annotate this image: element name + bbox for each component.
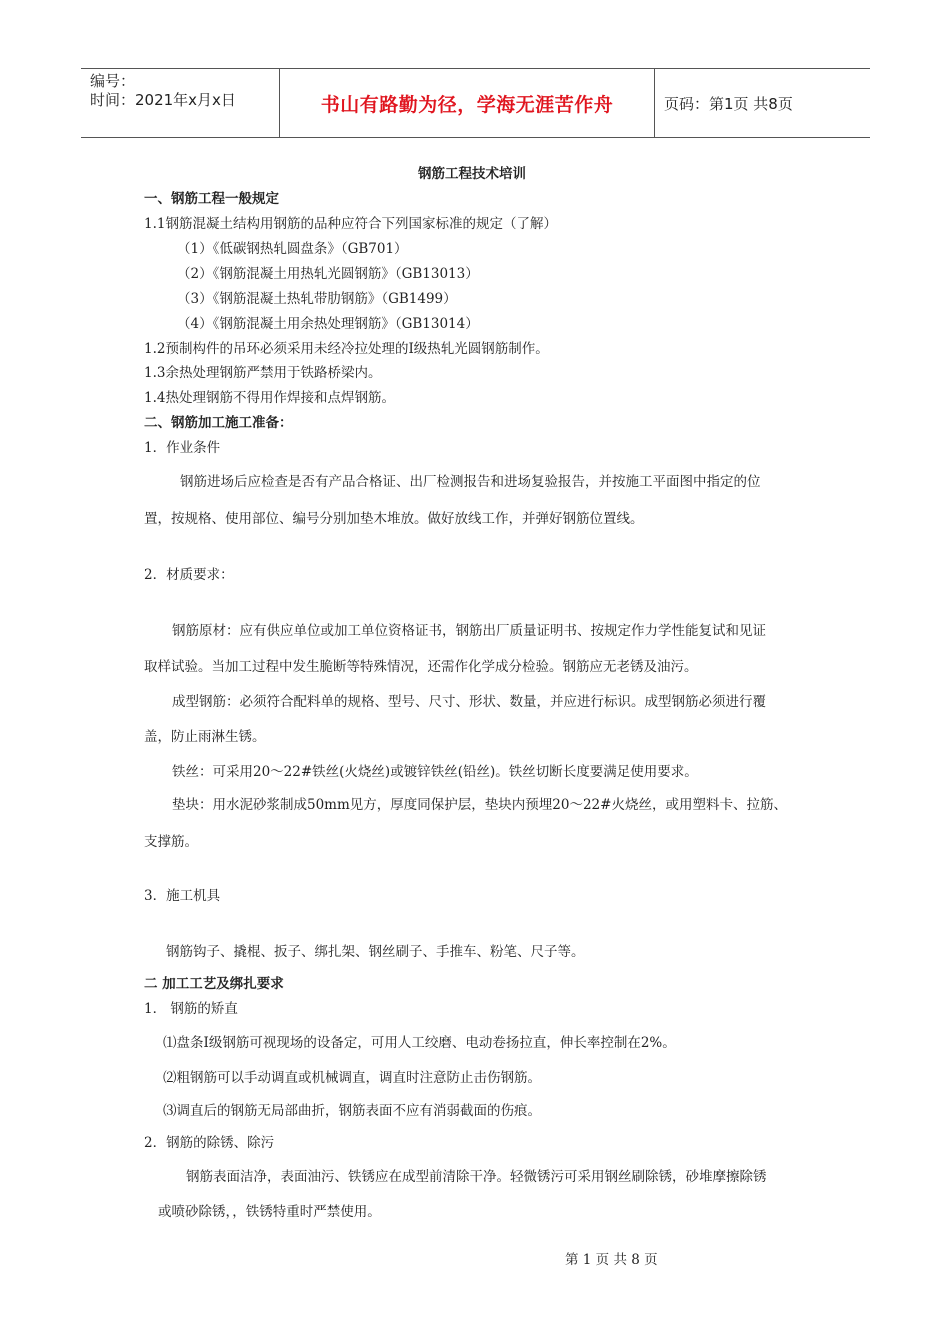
paragraph-line: 钢筋钩子、撬棍、扳子、绑扎架、钢丝刷子、手推车、粉笔、尺子等。 bbox=[166, 944, 585, 960]
number-label: 编号： bbox=[90, 72, 136, 90]
section-3-heading: 二 加工工艺及绑扎要求 bbox=[144, 976, 284, 992]
clause-1-3: 1.3余热处理钢筋严禁用于铁路桥梁内。 bbox=[144, 365, 382, 381]
paragraph-line: 盖，防止雨淋生锈。 bbox=[144, 729, 266, 745]
subsection-heading: 3．施工机具 bbox=[144, 888, 221, 904]
subsection-heading: 2．材质要求： bbox=[144, 567, 234, 583]
paragraph-line: 支撑筋。 bbox=[144, 834, 198, 850]
list-item: ⑵粗钢筋可以手动调直或机械调直，调直时注意防止击伤钢筋。 bbox=[163, 1070, 541, 1086]
clause-1-4: 1.4热处理钢筋不得用作焊接和点焊钢筋。 bbox=[144, 390, 395, 406]
paragraph-line: 成型钢筋：必须符合配料单的规格、型号、尺寸、形状、数量，并应进行标识。成型钢筋必须进行覆 bbox=[172, 694, 766, 710]
paragraph-line: 置，按规格、使用部位、编号分别加垫木堆放。做好放线工作，并弹好钢筋位置线。 bbox=[144, 511, 644, 527]
standard-item: （4）《钢筋混凝土用余热处理钢筋》（GB13014） bbox=[177, 316, 479, 332]
paragraph-line: 钢筋进场后应检查是否有产品合格证、出厂检测报告和进场复验报告，并按施工平面图中指定的位 bbox=[180, 474, 761, 490]
subsection-heading: 2．钢筋的除锈、除污 bbox=[144, 1135, 275, 1151]
footer-page-number: 第 1 页 共 8 页 bbox=[565, 1252, 658, 1268]
standard-item: （1）《低碳钢热轧圆盘条》（GB701） bbox=[177, 241, 408, 257]
subsection-heading: 1． 钢筋的矫直 bbox=[144, 1001, 238, 1017]
paragraph-line: 取样试验。当加工过程中发生脆断等特殊情况，还需作化学成分检验。钢筋应无老锈及油污。 bbox=[144, 659, 698, 675]
doc-title: 钢筋工程技术培训 bbox=[418, 166, 526, 182]
standard-item: （2）《钢筋混凝土用热轧光圆钢筋》（GB13013） bbox=[177, 266, 479, 282]
paragraph-line: 钢筋表面洁净，表面油污、铁锈应在成型前清除干净。轻微锈污可采用钢丝刷除锈，砂堆摩擦除锈 bbox=[186, 1169, 767, 1185]
paragraph-line: 垫块：用水泥砂浆制成50mm见方，厚度同保护层，垫块内预埋20～22#火烧丝，或用塑料卡、拉筋、 bbox=[172, 797, 787, 813]
subsection-heading: 1．作业条件 bbox=[144, 440, 221, 456]
paragraph-line: 铁丝：可采用20～22#铁丝(火烧丝)或镀锌铁丝(铅丝)。铁丝切断长度要满足使用要求。 bbox=[172, 764, 698, 780]
motto: 书山有路勤为径，学海无涯苦作舟 bbox=[280, 69, 655, 137]
paragraph-line: 或喷砂除锈，，铁锈特重时严禁使用。 bbox=[158, 1204, 381, 1220]
paragraph-line: 钢筋原材：应有供应单位或加工单位资格证书，钢筋出厂质量证明书、按规定作力学性能复试和见证 bbox=[172, 623, 766, 639]
list-item: ⑴盘条Ⅰ级钢筋可视现场的设备定，可用人工绞磨、电动卷扬拉直，伸长率控制在2%。 bbox=[163, 1035, 676, 1051]
standard-item: （3）《钢筋混凝土热轧带肋钢筋》（GB1499） bbox=[177, 291, 457, 307]
list-item: ⑶调直后的钢筋无局部曲折，钢筋表面不应有消弱截面的伤痕。 bbox=[163, 1103, 541, 1119]
clause-1-2: 1.2预制构件的吊环必须采用未经冷拉处理的Ⅰ级热轧光圆钢筋制作。 bbox=[144, 341, 549, 357]
clause-1-1: 1.1钢筋混凝土结构用钢筋的品种应符合下列国家标准的规定（了解） bbox=[144, 216, 557, 232]
page-info: 页码：第1页 共8页 bbox=[664, 94, 793, 113]
time-label: 时间：2021年x月x日 bbox=[90, 91, 236, 109]
section-1-heading: 一、钢筋工程一般规定 bbox=[144, 191, 279, 207]
section-2-heading: 二、钢筋加工施工准备： bbox=[144, 415, 293, 431]
